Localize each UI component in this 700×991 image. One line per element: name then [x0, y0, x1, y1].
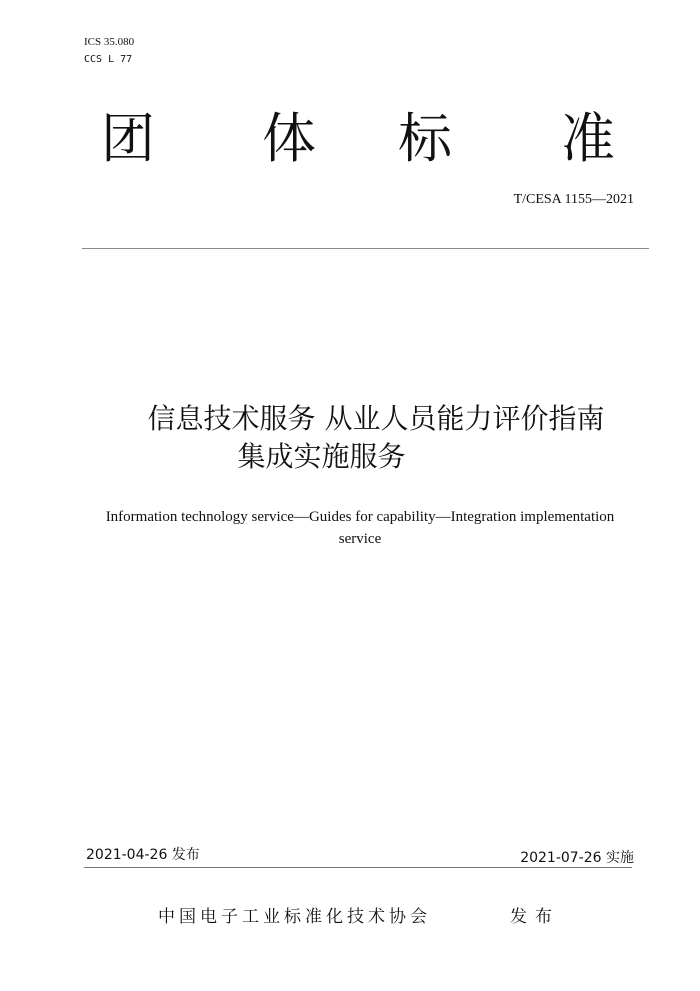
header-divider: [82, 248, 649, 249]
standard-type-char: 体: [262, 107, 316, 170]
standard-code: T/CESA 1155—2021: [513, 192, 634, 207]
chinese-title: [0, 400, 700, 476]
standard-type-char: 标: [398, 107, 452, 170]
english-title: [0, 506, 700, 550]
standard-type-char: 准: [561, 107, 615, 170]
implement-date: 2021-07-26 实施: [520, 850, 634, 866]
ics-number: ICS 35.080: [84, 36, 135, 48]
footer-divider: [84, 867, 632, 868]
english-title-line-1: Information technology service—Guides for capability—Integration implementation: [105, 509, 615, 525]
standard-type-char: 团: [101, 107, 155, 170]
ccs-number: CCS L 77: [84, 54, 133, 65]
chinese-title-line-2: 集成实施服务: [237, 440, 406, 473]
standard-type-heading: [0, 108, 700, 170]
chinese-title-line-1: 信息技术服务 从业人员能力评价指南: [147, 402, 605, 435]
publisher-name: 中国电子工业标准化技术协会: [158, 907, 431, 927]
publisher-suffix: 发布: [510, 907, 560, 927]
publish-date: 2021-04-26 发布: [86, 847, 200, 863]
english-title-line-2: service: [338, 531, 382, 547]
